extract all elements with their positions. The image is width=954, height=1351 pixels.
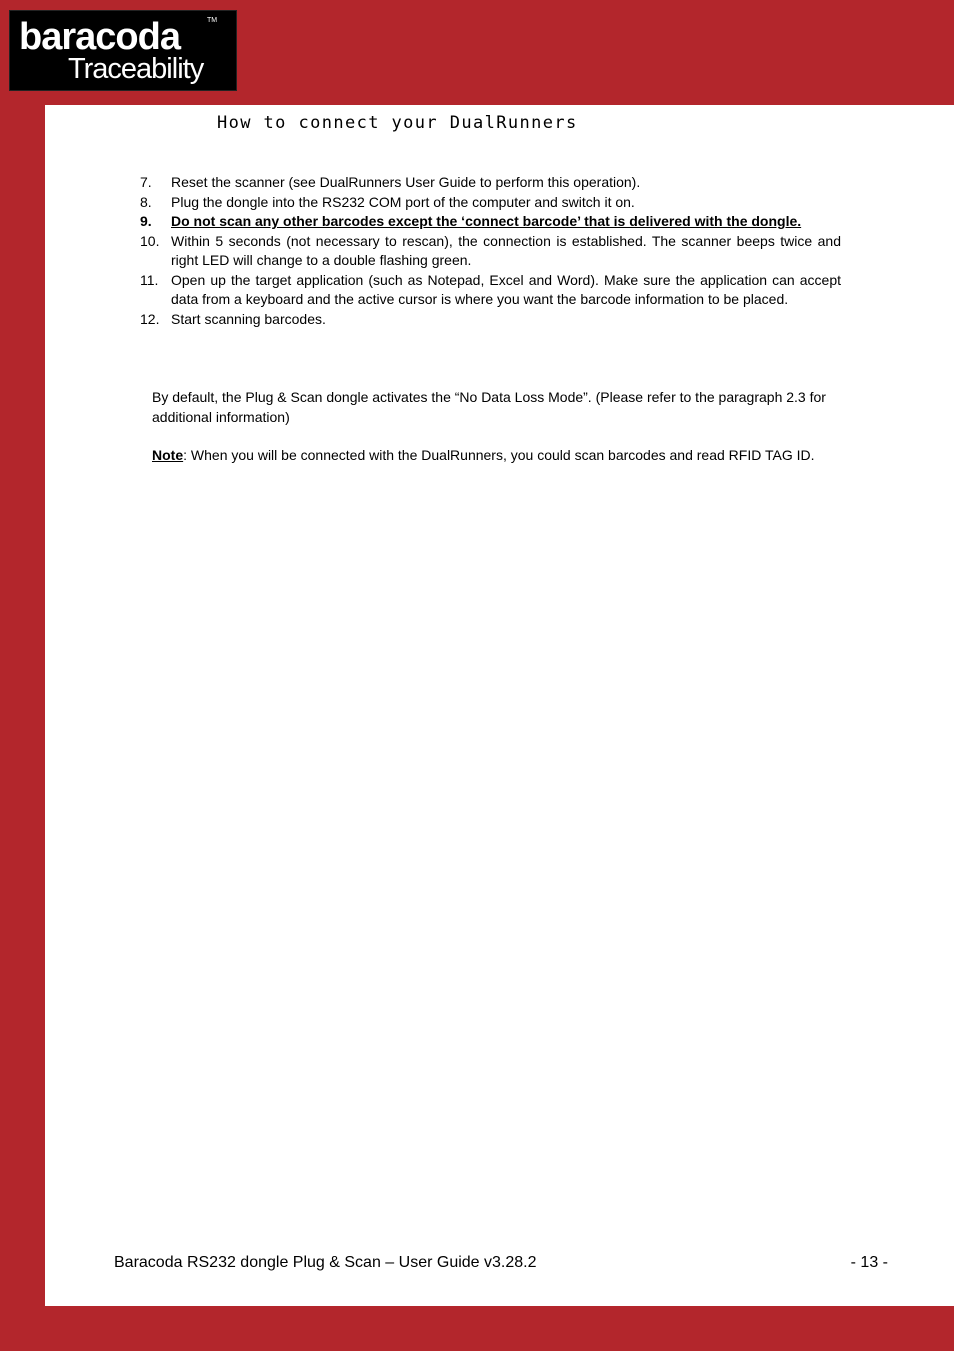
step-number: 7. xyxy=(140,174,152,190)
note-text: : When you will be connected with the DualRunners, you could scan barcodes and read RFID TAG ID. xyxy=(183,447,815,463)
baracoda-logo xyxy=(9,10,237,91)
steps-list xyxy=(140,173,841,329)
default-mode-paragraph: By default, the Plug & Scan dongle activates the “No Data Loss Mode”. (Please refer to the paragraph 2.3 for additional information) xyxy=(152,389,826,425)
step-text: Within 5 seconds (not necessary to rescan), the connection is established. The scanner beeps twice and right LED will change to a double flashing green. xyxy=(171,232,841,268)
step-number: 10. xyxy=(140,232,160,249)
step-text: Open up the target application (such as Notepad, Excel and Word). Make sure the application can accept data from a keyboard and the active cursor is where you want the barcode information to be placed. xyxy=(171,271,841,307)
logo-brand-text: baracoda xyxy=(19,16,180,58)
list-item xyxy=(140,193,841,213)
step-text: Start scanning barcodes. xyxy=(171,310,326,327)
page-number: - 13 - xyxy=(850,1254,888,1271)
list-item xyxy=(140,310,841,330)
step-number: 12. xyxy=(140,310,160,327)
step-number: 9. xyxy=(140,213,152,229)
step-text: Do not scan any other barcodes except the ‘connect barcode’ that is delivered with the dongle. xyxy=(171,213,802,229)
list-item-warning xyxy=(140,212,841,232)
footer-title: Baracoda RS232 dongle Plug & Scan – User Guide v3.28.2 xyxy=(114,1254,537,1271)
step-number: 8. xyxy=(140,193,152,210)
step-text: Reset the scanner (see DualRunners User Guide to perform this operation). xyxy=(171,174,641,190)
step-text: Plug the dongle into the RS232 COM port of the computer and switch it on. xyxy=(171,193,635,210)
note-paragraph xyxy=(152,446,842,466)
list-item xyxy=(140,271,841,310)
list-item xyxy=(140,173,841,193)
logo-subtitle: Traceability xyxy=(68,53,204,85)
list-item xyxy=(140,232,841,271)
note-label: Note xyxy=(152,447,184,463)
section-title: How to connect your DualRunners xyxy=(217,113,578,133)
step-number: 11. xyxy=(140,271,159,288)
logo-trademark: TM xyxy=(207,17,218,24)
